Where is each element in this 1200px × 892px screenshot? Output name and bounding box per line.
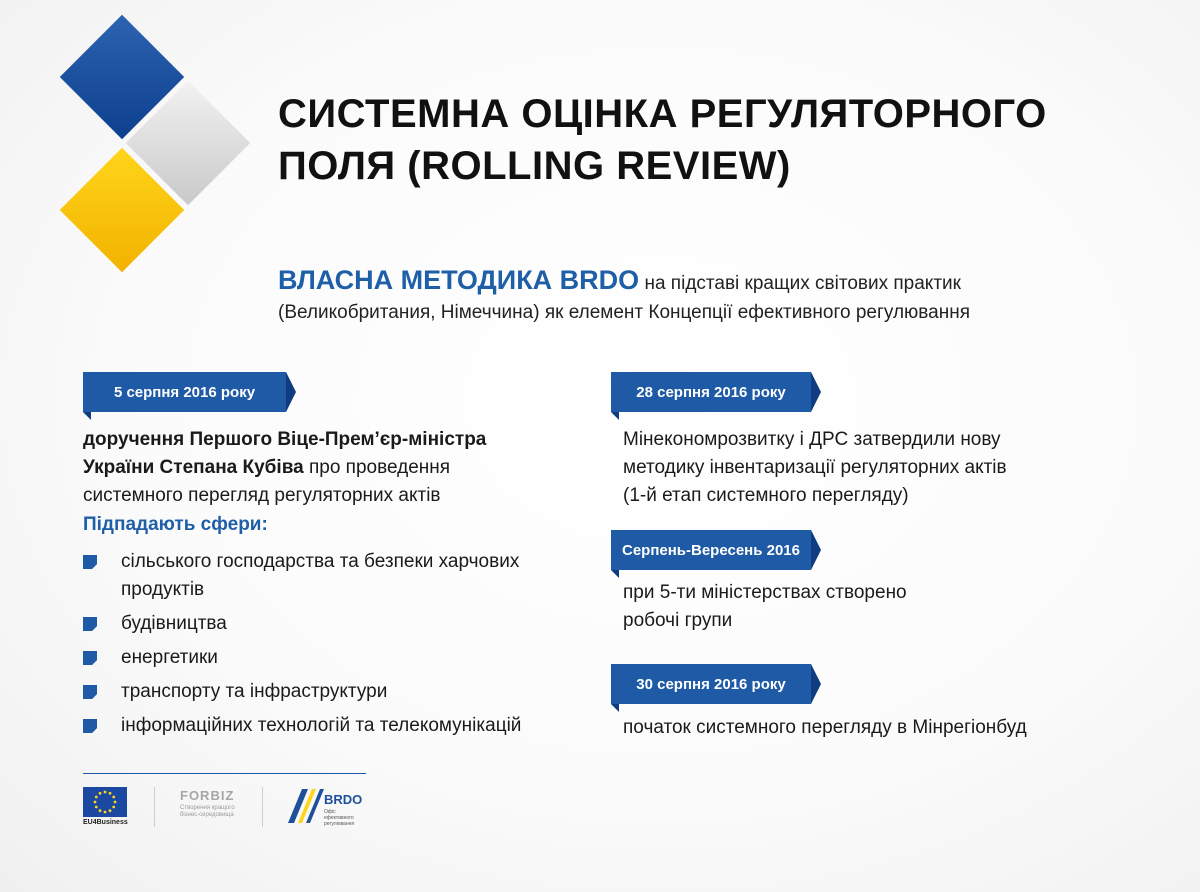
date-tag-label: 5 серпня 2016 року bbox=[113, 383, 256, 401]
square-bullet-icon bbox=[83, 719, 97, 733]
event-line: при 5-ти міністерствах створено bbox=[623, 582, 907, 603]
page-title bbox=[278, 88, 1047, 192]
date-tag-label: Серпень-Вересень 2016 bbox=[621, 541, 800, 559]
event-line: методику інвентаризації регуляторних актів bbox=[623, 457, 1007, 478]
date-tag-august-september bbox=[611, 530, 811, 570]
event-text-working-groups bbox=[623, 579, 1143, 635]
title-line-2: ПОЛЯ (ROLLING REVIEW) bbox=[278, 144, 791, 188]
forbiz-tagline: Створення кращого бізнес-середовища bbox=[180, 805, 235, 818]
sphere-text: транспорту та інфраструктури bbox=[121, 681, 388, 702]
date-tag-5-august bbox=[83, 372, 286, 412]
brdo-logo-icon bbox=[286, 787, 326, 823]
sphere-text: сільського господарства та безпеки харчових продуктів bbox=[121, 551, 520, 600]
sphere-list bbox=[83, 548, 603, 746]
square-bullet-icon bbox=[83, 685, 97, 699]
methodology-statement bbox=[278, 266, 1098, 327]
list-item bbox=[83, 644, 603, 672]
instruction-paragraph bbox=[83, 426, 603, 510]
brdo-logo-text: BRDO bbox=[324, 792, 363, 807]
instruction-bold-1: доручення Першого Віце-Прем’єр-міністра bbox=[83, 429, 487, 450]
brdo-tagline: Офіс ефективного регулювання bbox=[324, 809, 355, 827]
square-bullet-icon bbox=[83, 555, 97, 569]
date-tag-label: 28 серпня 2016 року bbox=[636, 383, 786, 401]
square-bullet-icon bbox=[83, 651, 97, 665]
date-tag-label: 30 серпня 2016 року bbox=[636, 675, 786, 693]
instruction-line-3: системного перегляд регуляторних актів bbox=[83, 485, 441, 506]
list-item bbox=[83, 678, 603, 706]
event-line: Мінекономрозвитку і ДРС затвердили нову bbox=[623, 429, 1001, 450]
list-item bbox=[83, 712, 603, 740]
list-item bbox=[83, 548, 603, 604]
event-line: початок системного перегляду в Мінрегіонбуд bbox=[623, 717, 1027, 738]
sphere-text: інформаційних технологій та телекомунікацій bbox=[121, 715, 522, 736]
methodology-highlight: ВЛАСНА МЕТОДИКА BRDO bbox=[278, 265, 640, 295]
event-line: (1-й етап системного перегляду) bbox=[623, 485, 909, 506]
title-line-1: СИСТЕМНА ОЦІНКА РЕГУЛЯТОРНОГО bbox=[278, 92, 1047, 136]
date-tag-28-august bbox=[611, 372, 811, 412]
sphere-text: енергетики bbox=[121, 647, 218, 668]
footer-separator bbox=[154, 787, 155, 827]
instruction-bold-2: України Степана Кубіва bbox=[83, 457, 304, 478]
date-tag-30-august bbox=[611, 664, 811, 704]
methodology-line-2: (Великобритания, Німеччина) як елемент Концепції ефективного регулювання bbox=[278, 302, 971, 323]
eu4business-label: EU4Business bbox=[83, 819, 128, 826]
eu-flag-icon bbox=[83, 787, 127, 817]
forbiz-logo-text: FORBIZ bbox=[180, 788, 235, 803]
instruction-rest-2: про проведення bbox=[303, 457, 451, 478]
square-bullet-icon bbox=[83, 617, 97, 631]
spheres-label: Підпадають сфери: bbox=[83, 514, 268, 535]
event-text-28-august bbox=[623, 426, 1143, 510]
methodology-line-1: на підставі кращих світових практик bbox=[639, 273, 961, 294]
event-text-30-august bbox=[623, 714, 1143, 742]
footer-divider bbox=[83, 773, 366, 774]
event-line: робочі групи bbox=[623, 610, 733, 631]
list-item bbox=[83, 610, 603, 638]
footer-separator bbox=[262, 787, 263, 827]
sphere-text: будівництва bbox=[121, 613, 227, 634]
